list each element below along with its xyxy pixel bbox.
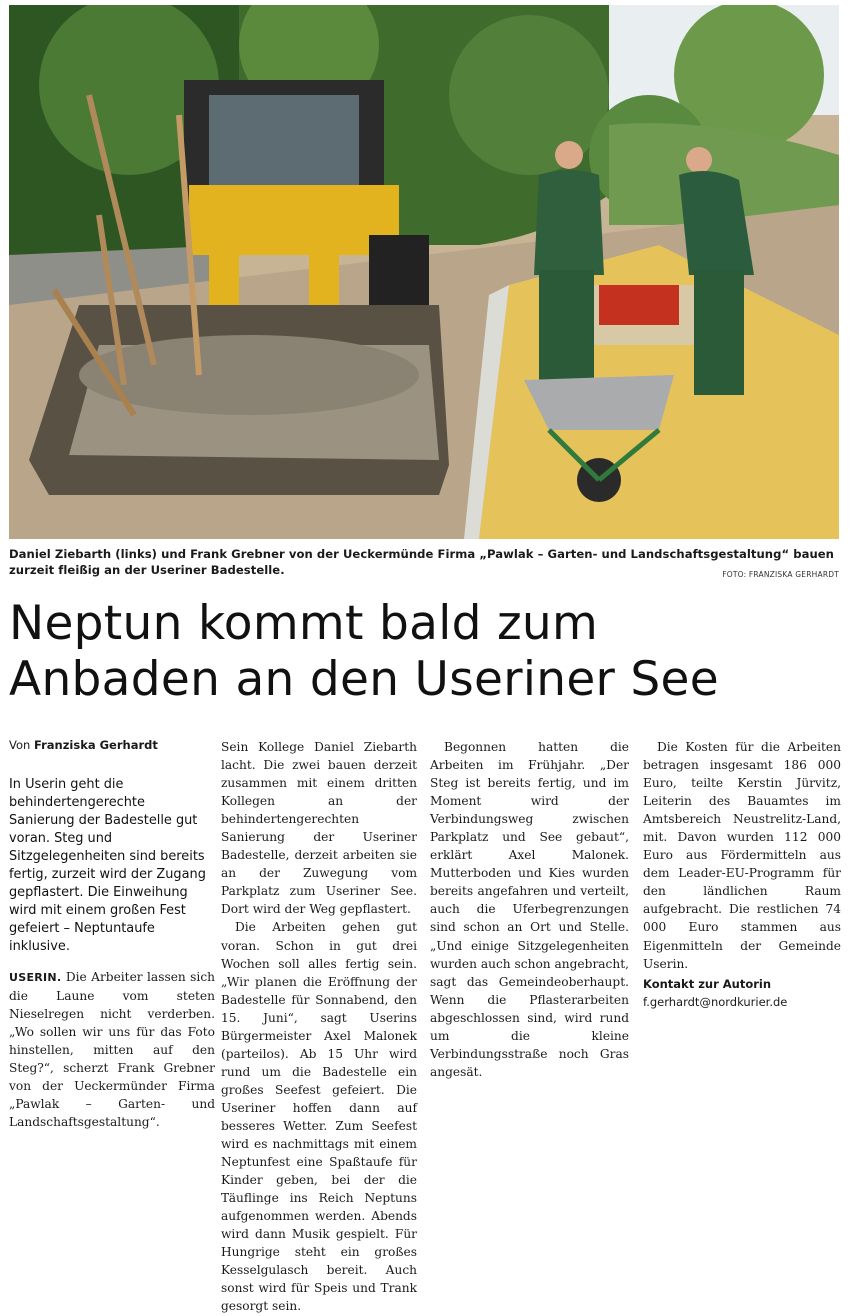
byline xyxy=(9,738,158,752)
article-teaser: In Userin geht die behindertengerechte Sanierung der Badestelle gut voran. Steg und Sitzgelegenheiten sind bereits fertig, zurzeit wird der Zugang gepflastert. Die Einweihung wird mit einem großen Fest gefeiert – Neptuntaufe inklusive. xyxy=(9,777,206,954)
article-photo xyxy=(9,5,839,539)
article-column-3 xyxy=(430,738,629,1081)
paragraph-5: Die Kosten für die Arbeiten betragen insgesamt 186 000 Euro, teilte Kerstin Jürvitz, Leiterin des Bauamtes im Amtsbereich Neustrelitz-Land, mit. Davon wurden 112 000 Euro aus Fördermitteln aus dem Leader-EU-Programm für den ländlichen Raum aufgebracht. Die restlichen 74 000 Euro stammen aus Eigenmitteln der Gemeinde Userin. xyxy=(643,740,841,971)
headline xyxy=(9,596,844,708)
headline-line-2: Anbaden an den Useriner See xyxy=(9,652,719,707)
paragraph-3: Die Arbeiten gehen gut voran. Schon in gut drei Wochen soll alles fertig sein. „Wir planen die Eröffnung der Badestelle für Sonnabend, den 15. Juni“, sagt Userins Bürgermeister Axel Malonek (parteilos). Ab 15 Uhr wird rund um die Badestelle ein großes Seefest gefeiert. Die Useriner hoffen dann auf besseres Wetter. Zum Seefest wird es nachmittags mit einem Neptunfest eine Spaßtaufe für Kinder geben, bei der die Täuflinge ins Reich Neptuns aufgenommen werden. Abends wird dann Musik gespielt. Für Hungrige steht ein großes Kesselgulasch bereit. Auch sonst wird für Speis und Trank gesorgt sein. xyxy=(221,920,417,1314)
contact-email[interactable]: f.gerhardt@nordkurier.de xyxy=(643,994,788,1009)
article-column-1 xyxy=(9,968,215,1131)
photo-credit: FOTO: FRANZISKA GERHARDT xyxy=(722,570,839,579)
article-column-2 xyxy=(221,738,417,1316)
byline-prefix: Von xyxy=(9,738,31,752)
contact-label: Kontakt zur Autorin xyxy=(643,976,772,991)
paragraph-1: Die Arbeiter lassen sich die Laune vom steten Nieselregen nicht verderben. „Wo sollen wir uns für das Foto hinstellen, mitten auf den Steg?“, scherzt Frank Grebner von der Ueckermünder Firma „Pawlak – Garten- und Landschaftsgestaltung“. xyxy=(9,970,216,1130)
paragraph-4: Begonnen hatten die Arbeiten im Frühjahr. „Der Steg ist bereits fertig, und im Moment wird der Verbindungsweg zwischen Parkplatz und See gebaut“, erklärt Axel Malonek. Mutterboden und Kies wurden bereits angefahren und verteilt, auch die Uferbegrenzungen sind schon an Ort und Stelle. „Und einige Sitzgelegenheiten wurden auch schon angebracht, sagt das Gemeindeoberhaupt. Wenn die Pflasterarbeiten abgeschlossen sind, wird rund um die kleine Verbindungsstraße noch Gras angesät. xyxy=(430,740,629,1079)
photo-caption: Daniel Ziebarth (links) und Frank Grebner von der Ueckermünde Firma „Pawlak – Garten- und Landschaftsgestaltung“ bauen zurzeit fleißig an der Useriner Badestelle. xyxy=(9,547,834,577)
dateline: USERIN. xyxy=(9,971,62,984)
paragraph-2: Sein Kollege Daniel Ziebarth lacht. Die zwei bauen derzeit zusammen mit einem dritten Kollegen an der behindertengerechten Sanierung der Useriner Badestelle, derzeit arbeiten sie an der Zuwegung vom Parkplatz zum Useriner See. Dort wird der Weg gepflastert. xyxy=(221,740,417,917)
headline-line-1: Neptun kommt bald zum xyxy=(9,596,599,651)
article-column-4 xyxy=(643,738,841,1011)
byline-author: Franziska Gerhardt xyxy=(33,738,158,752)
author-contact xyxy=(643,975,841,1011)
construction-photo-icon xyxy=(9,5,839,539)
